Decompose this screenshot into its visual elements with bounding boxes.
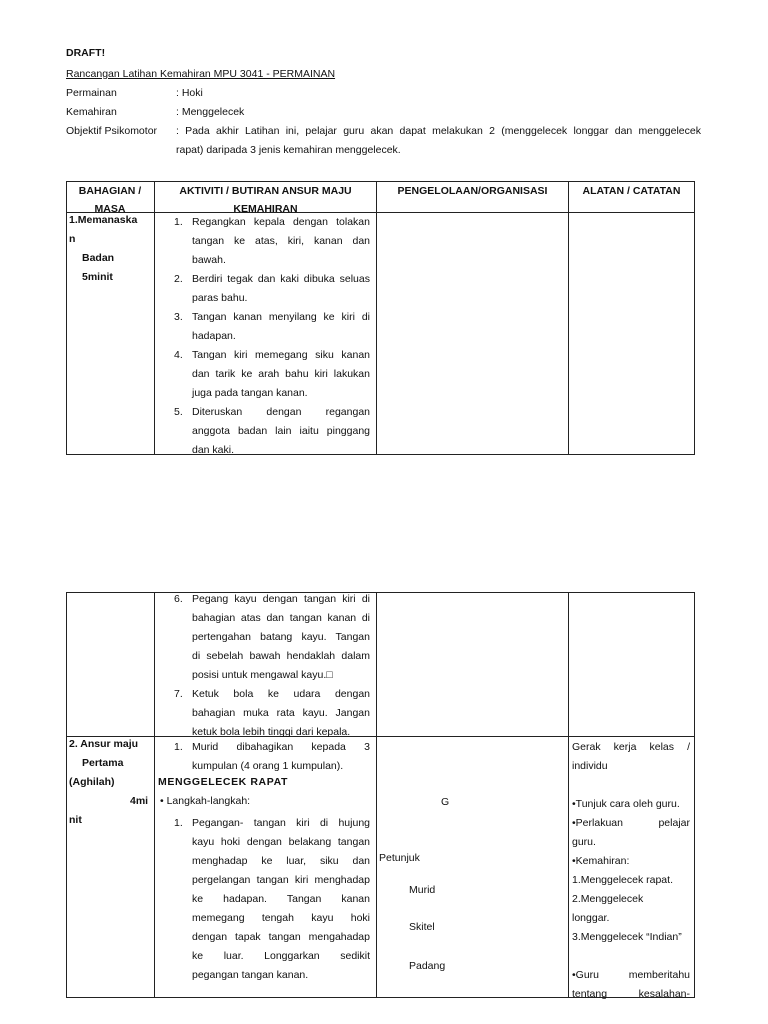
org-legend-murid: Murid bbox=[409, 884, 436, 896]
field-value-kemahiran: : Menggelecek bbox=[176, 106, 245, 118]
list-item: 2. Berdiri tegak dan kaki dibuka seluas paras bahu. bbox=[174, 273, 370, 304]
note-line: 2.Menggelecek bbox=[572, 893, 644, 905]
section-duration-2: 4mi bbox=[130, 795, 149, 807]
list-item: 3. Tangan kanan menyilang ke kiri di hadapan. bbox=[174, 311, 370, 342]
document-title: Rancangan Latihan Kemahiran MPU 3041 - PERMAINAN bbox=[66, 68, 336, 80]
note-line: •Tunjuk cara oleh guru. bbox=[572, 798, 680, 810]
list-item: 1. Regangkan kepala dengan tolakan tangan ke atas, kiri, kanan dan bawah. bbox=[174, 216, 370, 266]
org-legend-padang: Padang bbox=[409, 960, 446, 972]
note-line: •Kemahiran: bbox=[572, 855, 630, 867]
activity-list-1 bbox=[156, 213, 370, 460]
note-line: tentang kesalahan- bbox=[572, 988, 690, 1000]
list-item: 1. Pegangan- tangan kiri di hujung kayu hoki dengan belakang tangan menghadap ke luar, siku dan pergelangan tangan kiri menghadap ke hadapan. Tangan kanan memegang tengah kayu hoki dengan tapak tangan mengahadap ke luar. Longgarkan sedikit pegangan tangan kanan. bbox=[174, 817, 370, 981]
note-line: Gerak kerja kelas / bbox=[572, 741, 690, 753]
field-label-objektif: Objektif Psikomotor bbox=[66, 125, 158, 137]
section-label-1: 1.Memanaska bbox=[69, 214, 138, 226]
list-item: 4. Tangan kiri memegang siku kanan dan tarik ke arah bahu kiri lakukan juga pada tangan kanan. bbox=[174, 349, 370, 399]
note-line bbox=[572, 947, 690, 966]
list-item: 7. Ketuk bola ke udara dengan bahagian muka rata kayu. Jangan ketuk bola lebih tinggi dari kepala. bbox=[174, 688, 370, 738]
activity-list-2 bbox=[156, 738, 370, 776]
org-legend-skitel: Skitel bbox=[409, 921, 435, 933]
section-duration-1: 5minit bbox=[82, 271, 113, 283]
header-pengelolaan: PENGELOLAAN/ORGANISASI bbox=[397, 185, 548, 197]
note-line: •Guru memberitahu bbox=[572, 969, 690, 981]
header-alatan: ALATAN / CATATAN bbox=[582, 185, 681, 197]
note-line: •Perlakuan pelajar bbox=[572, 817, 690, 829]
org-legend-title: Petunjuk bbox=[379, 852, 420, 864]
section-label-2-name: (Aghilah) bbox=[69, 776, 115, 788]
bullet-langkah: • Langkah-langkah: bbox=[160, 795, 251, 807]
field-value-objektif: : Pada akhir Latihan ini, pelajar guru akan dapat melakukan 2 (menggelecek longgar dan menggelecek bbox=[176, 125, 701, 137]
org-teacher-marker: G bbox=[441, 796, 450, 808]
header-aktiviti: AKTIVITI / BUTIRAN ANSUR MAJU KEMAHIRAN bbox=[179, 185, 352, 215]
list-item: 6. Pegang kayu dengan tangan kiri di bahagian atas dan tangan kanan di pertengahan batang kayu. Tangan di sebelah bawah hendaklah dalam posisi untuk mengawal kayu.□ bbox=[174, 593, 370, 681]
note-line: 1.Menggelecek rapat. bbox=[572, 874, 673, 886]
note-line: guru. bbox=[572, 836, 596, 848]
note-line: 3.Menggelecek “Indian” bbox=[572, 931, 682, 943]
draft-label: DRAFT! bbox=[66, 47, 106, 59]
section-label-2-pertama: Pertama bbox=[82, 757, 124, 769]
subheading-menggelecek-rapat: MENGGELECEK RAPAT bbox=[158, 776, 288, 788]
field-label-kemahiran: Kemahiran bbox=[66, 106, 117, 118]
field-label-permainan: Permainan bbox=[66, 87, 117, 99]
field-value-permainan: : Hoki bbox=[176, 87, 203, 99]
section-label-1-badan: Badan bbox=[82, 252, 115, 264]
steps-list bbox=[156, 814, 370, 985]
field-value-objektif-cont: rapat) daripada 3 jenis kemahiran menggelecek. bbox=[176, 144, 401, 156]
list-item: 1. Murid dibahagikan kepada 3 kumpulan (4 orang 1 kumpulan). bbox=[174, 741, 370, 772]
list-item: 5. Diteruskan dengan regangan anggota badan lain iaitu pinggang dan kaki. bbox=[174, 406, 370, 456]
note-line: individu bbox=[572, 760, 608, 772]
note-line bbox=[572, 776, 690, 795]
notes-column bbox=[572, 738, 690, 1004]
activity-list-1-cont bbox=[156, 590, 370, 742]
section-label-2: 2. Ansur maju bbox=[69, 738, 139, 750]
section-duration-2-cont: nit bbox=[69, 814, 82, 826]
section-label-1-cont: n bbox=[69, 233, 76, 245]
note-line: longgar. bbox=[572, 912, 610, 924]
header-bahagian: BAHAGIAN / MASA bbox=[78, 185, 142, 215]
